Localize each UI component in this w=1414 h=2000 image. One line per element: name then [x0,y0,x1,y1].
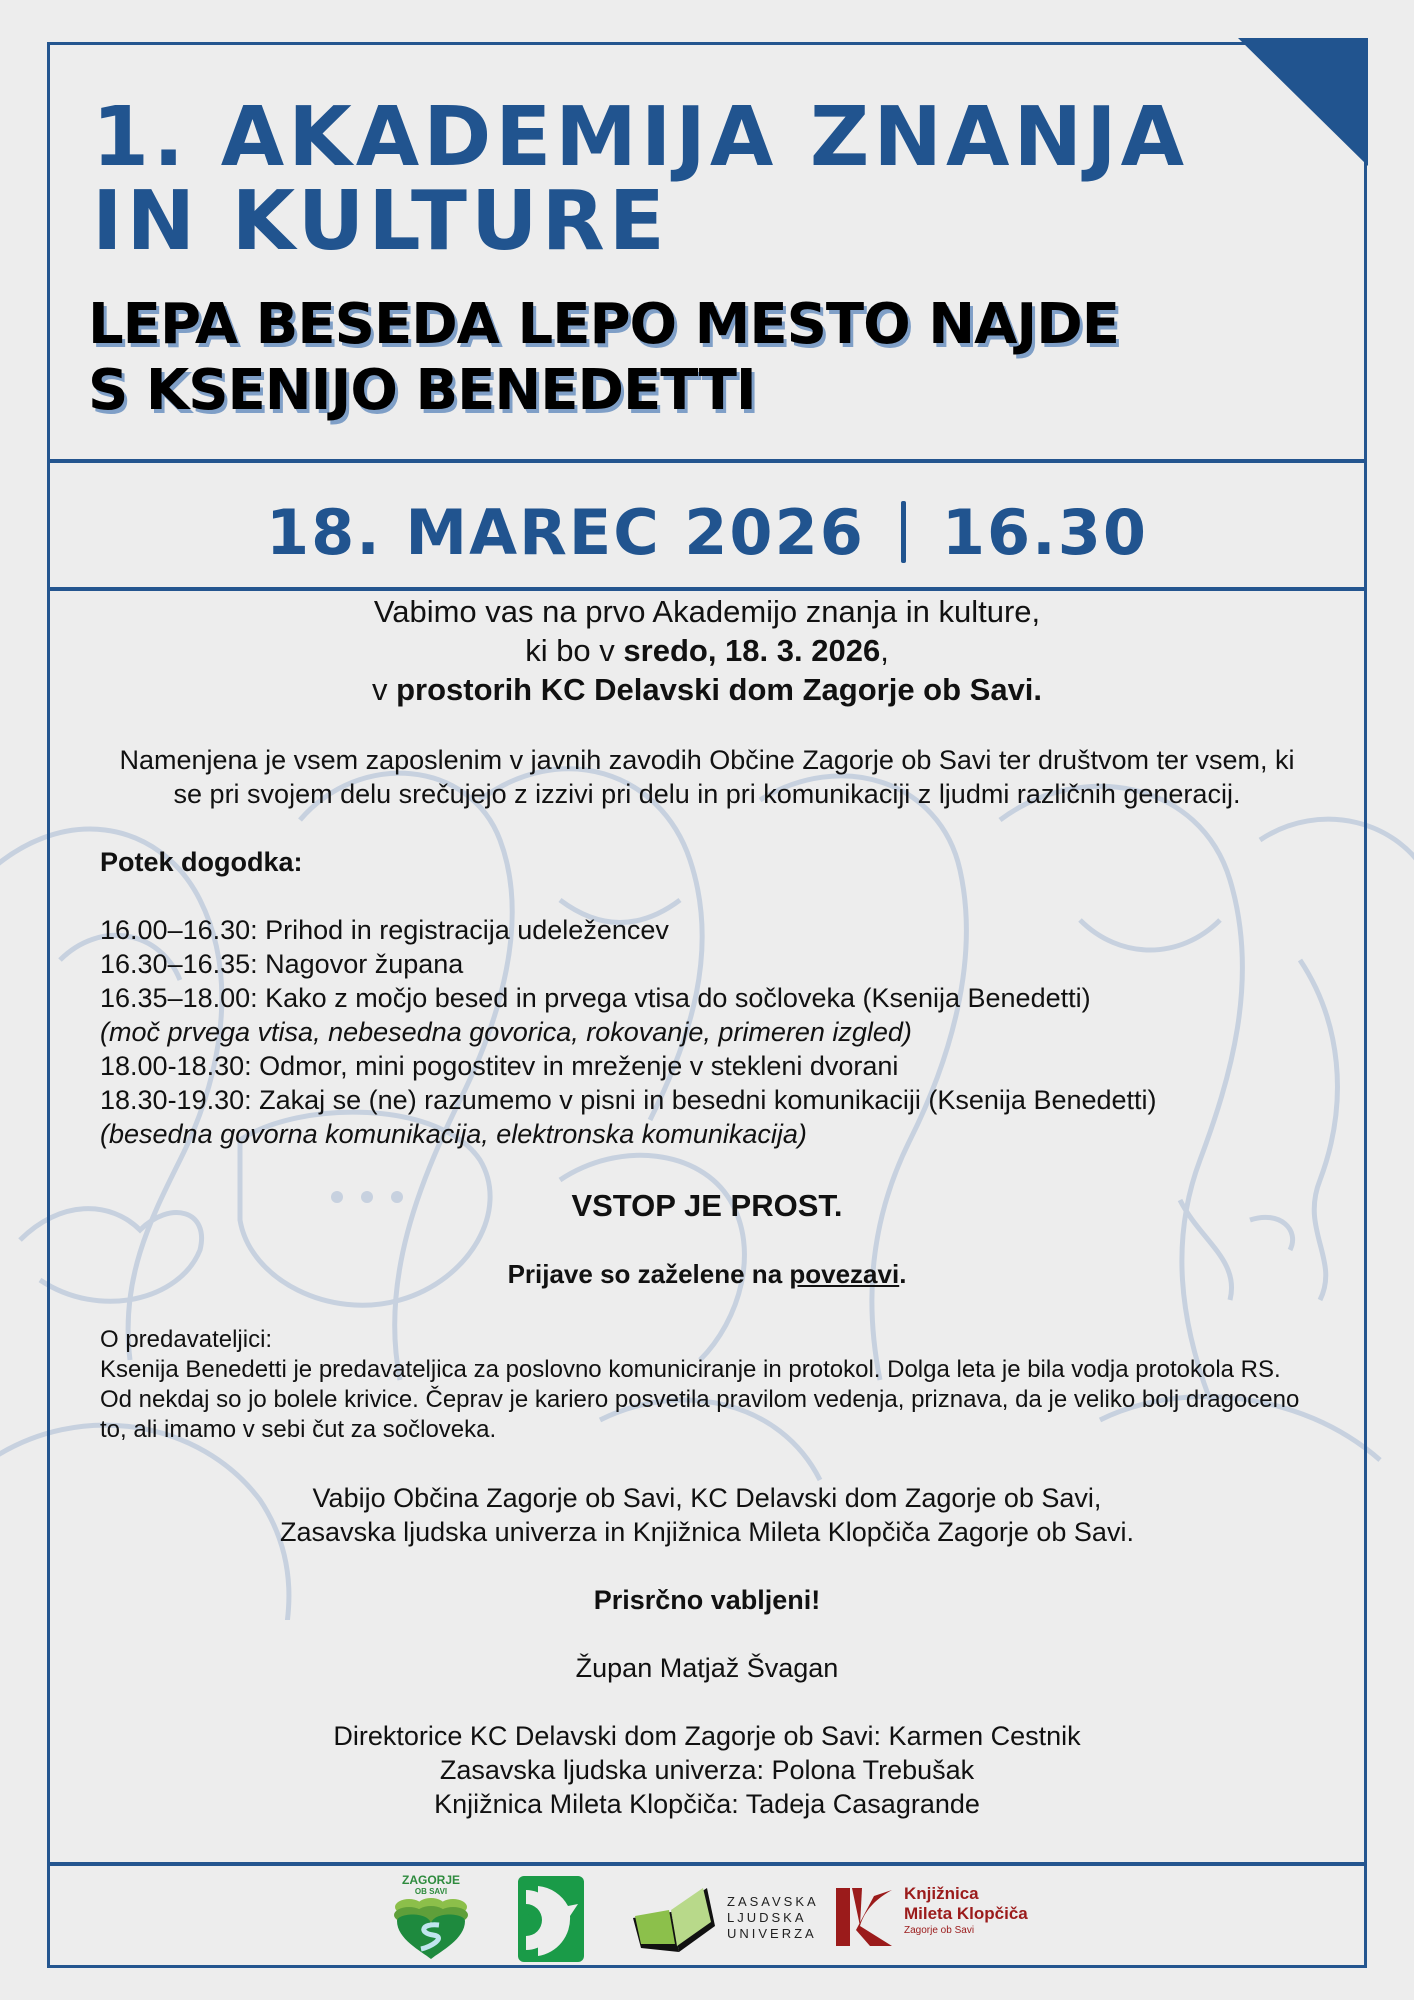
program-item-detail: (moč prvega vtisa, nebesedna govorica, rokovanje, primeren izgled) [100,1017,912,1047]
registration-text: Prijave so zaželene na [507,1259,790,1289]
hosts-line1: Vabijo Občina Zagorje ob Savi, KC Delavski dom Zagorje ob Savi, [312,1483,1102,1513]
program-item: 16.35–18.00: Kako z močjo besed in prvega vtisa do sočloveka (Ksenija Benedetti) [100,983,1091,1013]
divider-line [47,587,1367,591]
directors-list [100,1719,1314,1821]
event-subtitle-line1: LEPA BESEDA LEPO MESTO NAJDE [88,292,1119,357]
intro-line2-comma: , [880,633,889,668]
k-letter-icon [834,1886,896,1948]
intro-line2-text: ki bo v [525,633,624,668]
intro-line3 [100,670,1314,709]
program-list [100,913,1314,1151]
welcome-text: Prisrčno vabljeni! [593,1585,821,1615]
corner-triangle-ornament [1238,38,1368,166]
date-time-separator [901,501,906,563]
open-book-icon [631,1882,717,1956]
lecturer-section [100,1325,1314,1445]
event-title [92,90,1252,269]
zasavska-ljudska-univerza-logo [631,1882,861,1956]
heart-river-icon [391,1897,471,1961]
director-line: Zasavska ljudska univerza: Polona Trebušak [439,1755,975,1785]
event-date-time [47,474,1367,590]
intro-event-date: sredo, 18. 3. 2026 [623,633,881,668]
registration-link[interactable]: povezavi [789,1259,900,1289]
audience-paragraph: Namenjena je vsem zaposlenim v javnih zavodih Občine Zagorje ob Savi ter društvom ter vsem, ki se pri svojem delu srečujejo z izzivi pri delu in pri komunikaciji z ljudmi različnih generacij. [119,745,1295,809]
library-logo-text [904,1884,1028,1938]
library-logo-text2: Mileta Klopčiča [904,1904,1028,1923]
free-entry-notice: VSTOP JE PROST. [571,1188,843,1223]
lecturer-bio: Ksenija Benedetti je predavateljica za poslovno komuniciranje in protokol. Dolga leta je bila vodja protokola RS. Od nekdaj so jo bolele krivice. Čeprav je kariero posvetila pravilom vedenja, priznava, da je veliko bolj dragoceno to, ali imamo v sebi čut za sočloveka. [100,1356,1300,1443]
zagorje-logo [391,1874,471,1964]
program-item-detail: (besedna govorna komunikacija, elektronska komunikacija) [100,1119,807,1149]
program-item: 16.30–16.35: Nagovor župana [100,949,464,979]
partner-logos [47,1866,1367,1968]
zlu-logo-text2: LJUDSKA [727,1910,807,1925]
program-item: 16.00–16.30: Prihod in registracija udeležencev [100,915,669,945]
event-title-line2: IN KULTURE [92,174,669,269]
intro-line1: Vabimo vas na prvo Akademijo znanja in kulture, [373,594,1041,629]
program-heading: Potek dogodka: [100,847,303,877]
hosts-paragraph [100,1481,1314,1549]
director-line: Knjižnica Mileta Klopčiča: Tadeja Casagrande [434,1789,980,1819]
library-logo-text1: Knjižnica [904,1884,979,1903]
intro-line2 [100,631,1314,670]
divider-line [47,459,1367,463]
mayor-signature: Župan Matjaž Švagan [575,1653,839,1683]
event-subtitle-line2: S KSENIJO BENEDETTI [88,358,756,423]
director-line: Direktorice KC Delavski dom Zagorje ob Savi: Karmen Cestnik [333,1721,1081,1751]
registration-period: . [899,1259,907,1289]
event-time: 16.30 [941,495,1148,569]
zagorje-logo-text1: ZAGORJE [401,1873,460,1887]
registration-notice [100,1257,1314,1291]
intro-paragraph [100,592,1314,709]
invitation-body [100,592,1314,1821]
event-date: 18. MAREC 2026 [266,495,865,569]
zlu-logo-text [727,1894,819,1942]
zlu-logo-text1: ZASAVSKA [727,1894,819,1909]
library-logo-text3: Zagorje ob Savi [904,1925,975,1936]
intro-venue: prostorih KC Delavski dom Zagorje ob Savi. [396,672,1043,707]
program-item: 18.00-18.30: Odmor, mini pogostitev in mreženje v stekleni dvorani [100,1051,899,1081]
hosts-line2: Zasavska ljudska univerza in Knjižnica Mileta Klopčiča Zagorje ob Savi. [280,1517,1134,1547]
zagorje-logo-text2: OB SAVI [414,1887,448,1896]
intro-line3-text: v [371,672,397,707]
event-subtitle [88,292,1288,424]
knjiznica-mileta-klopcica-logo [834,1884,1074,1954]
lecturer-heading: O predavateljici: [100,1326,273,1353]
kc-delavski-dom-logo [518,1876,584,1962]
event-title-line1: 1. AKADEMIJA ZNANJA [92,90,1189,185]
zlu-logo-text3: UNIVERZA [727,1926,817,1941]
program-item: 18.30-19.30: Zakaj se (ne) razumemo v pisni in besedni komunikaciji (Ksenija Benedetti) [100,1085,1157,1115]
